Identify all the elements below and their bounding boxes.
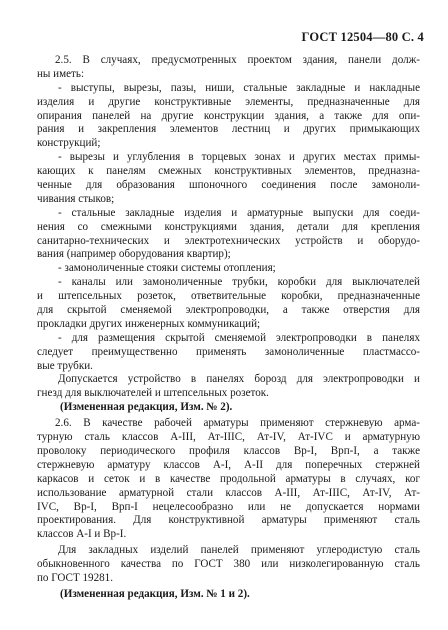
text-line: нения со смежными конструкциями здания, детали для крепления [37, 220, 420, 233]
text-line: для скрытой сменяемой электропроводки, а также отверстия для [37, 304, 420, 317]
text-line: 2.5. В случаях, предусмотренных проектом здания, панели долж- [55, 54, 420, 66]
text-line: 2.6. В качестве рабочей арматуры применяют стержневую арма- [55, 417, 420, 430]
text-line: обыкновенного качества по ГОСТ 380 или низколегированную сталь [37, 558, 420, 571]
text-line: кающих к панелям смежных конструктивных элементов, предназна- [37, 165, 420, 178]
text-line: - замоноличенные стояки системы отопления; [58, 262, 276, 275]
text-line: - выступы, вырезы, пазы, ниши, стальные закладные и накладные [58, 81, 420, 94]
text-line: IVС, Вр-I, Врп-I нецелесообразно или не допускается нормами [37, 500, 420, 513]
text-line: турную сталь классов А-III, Ат-IIIС, Ат-IV, Ат-IVС и арматурную [37, 431, 420, 444]
text-line: конструкций; [37, 137, 101, 150]
text-line: - для размещения скрытой сменяемой электропроводки в панелях [58, 331, 420, 344]
text-line: Допускается устройство в панелях борозд для электропроводки и [58, 373, 420, 386]
text-line: изделия и другие конструктивные элементы, предназначенные для [37, 95, 420, 108]
text-line: каркасов и сеток и в качестве продольной арматуры в случаях, ког [37, 472, 420, 485]
text-line: санитарно-технических и электротехнических устройств и оборудо- [37, 234, 420, 247]
text-line: Для закладных изделий панелей применяют углеродистую сталь [58, 544, 420, 557]
text-line: следует преимущественно применять замоноличенные пластмассо- [37, 345, 420, 358]
page-header: ГОСТ 12504—80 С. 4 [301, 30, 424, 44]
text-line: опирания панелей на другие конструкции здания, а также для опи- [37, 109, 420, 122]
text-line: - стальные закладные изделия и арматурные выпуски для соеди- [58, 206, 420, 219]
text-line: - вырезы и углубления в торцевых зонах и других местах примы- [58, 151, 420, 164]
text-line: использование арматурной стали классов А-III, Ат-IIIС, Ат-IV, Ат- [37, 486, 420, 499]
text-line: чивания стыков; [37, 192, 115, 205]
text-line: проволоку периодического профиля классов Вр-I, Врп-I, а также [37, 444, 420, 457]
amendment-note: (Измененная редакция, Изм. № 2). [60, 401, 233, 414]
text-line: ны иметь: [37, 67, 85, 80]
text-line: и штепсельных розеток, ответвительные коробки, предназначенные [37, 290, 420, 303]
text-line: вания (например оборудования квартир); [37, 248, 231, 261]
amendment-note: (Измененная редакция, Изм. № 1 и 2). [60, 587, 250, 600]
text-line: - каналы или замоноличенные трубки, коробки для выключателей [58, 276, 420, 289]
text-line: рания и закрепления элементов лестниц и других примыкающих [37, 123, 420, 136]
text-line: прокладки других инженерных коммуникаций; [37, 317, 261, 330]
text-line: стержневую арматуру классов А-I, А-II для поперечных стержней [37, 458, 420, 471]
text-line: по ГОСТ 19281. [37, 571, 113, 584]
text-line: проектирования. Для конструктивной арматуры применяют сталь [37, 514, 420, 527]
text-line: гнезд для выключателей и штепсельных розеток. [37, 387, 269, 400]
body-text [37, 54, 420, 602]
text-line: вые трубки. [37, 359, 93, 372]
text-line: классов А-I и Вр-I. [37, 528, 127, 541]
text-line: ченные для образования шпоночного соединения после замоноли- [37, 179, 420, 192]
